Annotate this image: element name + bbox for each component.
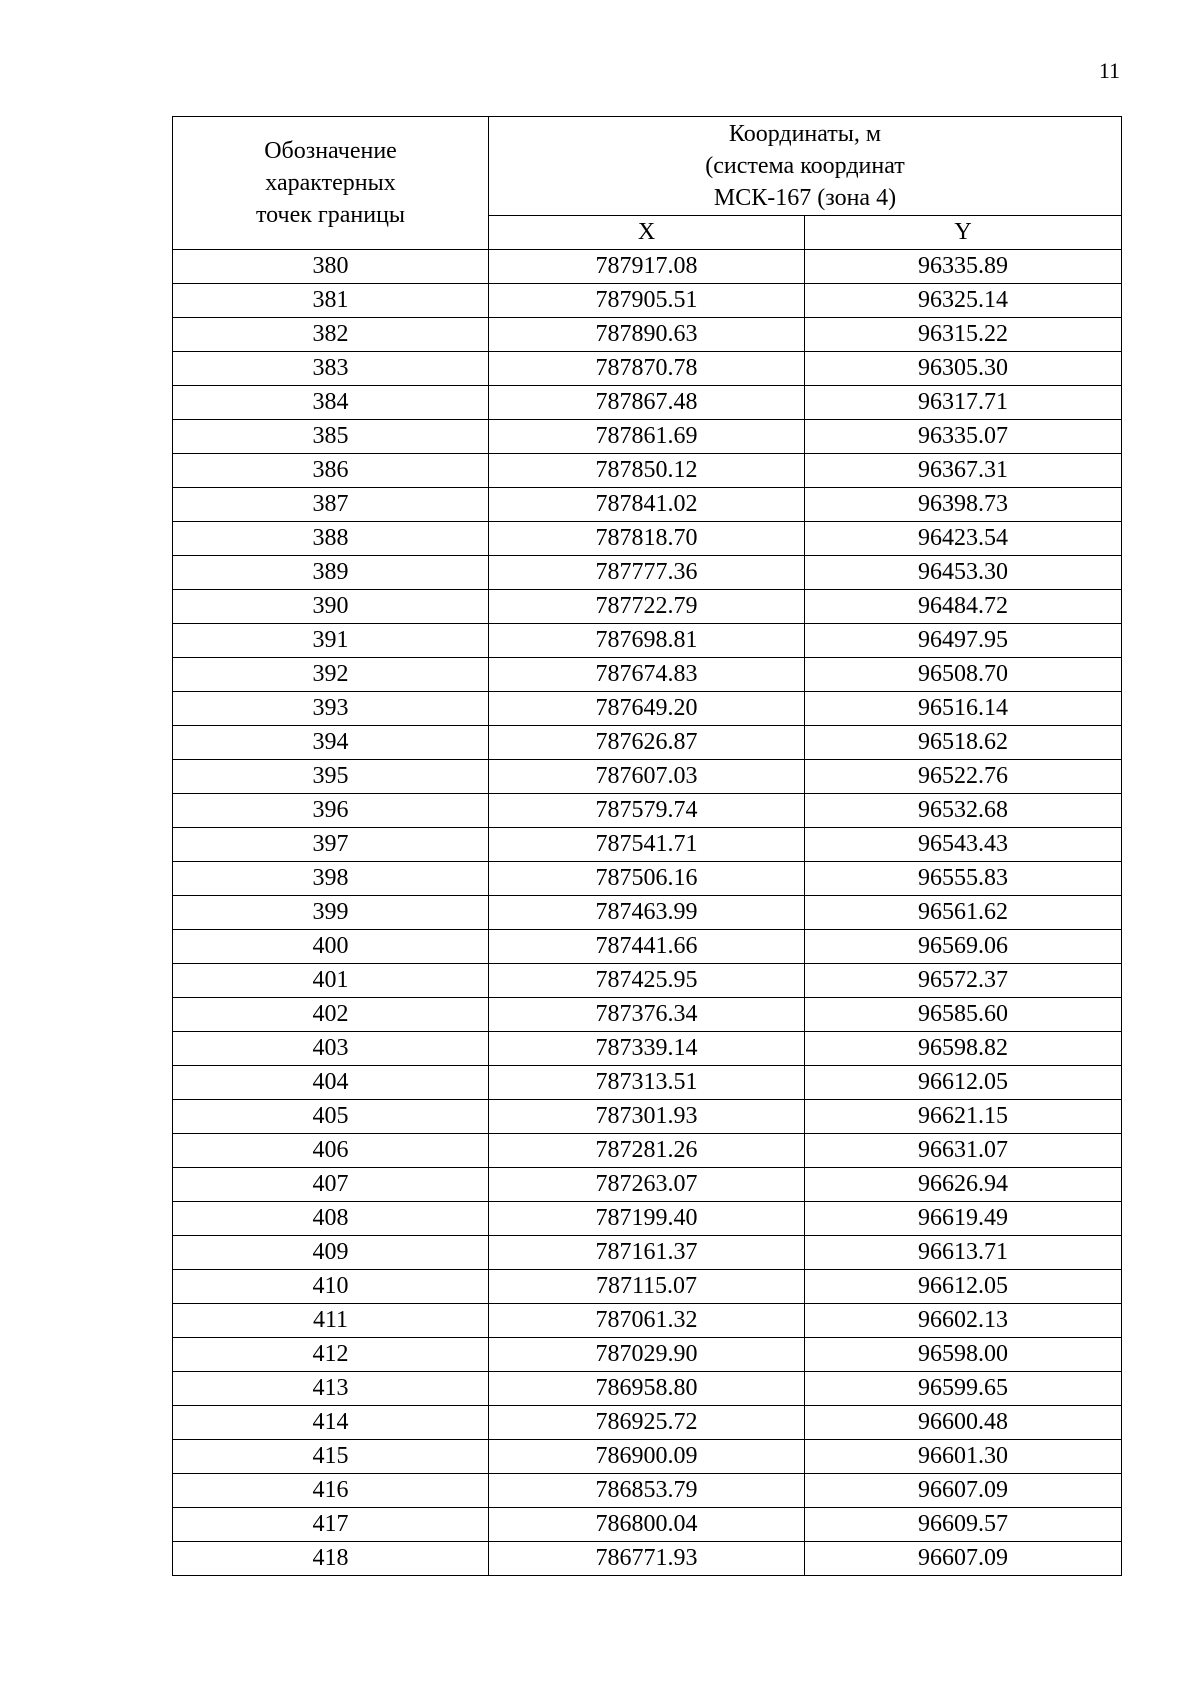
point-cell: 400 xyxy=(173,930,489,964)
x-coordinate-cell: 787861.69 xyxy=(489,420,805,454)
x-coordinate-cell: 787281.26 xyxy=(489,1134,805,1168)
y-coordinate-cell: 96317.71 xyxy=(805,386,1122,420)
point-cell: 408 xyxy=(173,1202,489,1236)
table-row xyxy=(173,1134,1122,1168)
table-row xyxy=(173,658,1122,692)
x-coordinate-cell: 787506.16 xyxy=(489,862,805,896)
point-cell: 396 xyxy=(173,794,489,828)
table-row xyxy=(173,522,1122,556)
table-row xyxy=(173,1474,1122,1508)
y-coordinate-cell: 96626.94 xyxy=(805,1168,1122,1202)
point-designation-header: Обозначение характерных точек границы xyxy=(173,117,489,250)
table-row xyxy=(173,1100,1122,1134)
x-coordinate-cell: 787463.99 xyxy=(489,896,805,930)
x-coordinate-cell: 787626.87 xyxy=(489,726,805,760)
y-coordinate-cell: 96569.06 xyxy=(805,930,1122,964)
coordinates-header: Координаты, м (система координат МСК-167 (зона 4) xyxy=(489,117,1122,216)
table-row xyxy=(173,692,1122,726)
y-coordinate-cell: 96619.49 xyxy=(805,1202,1122,1236)
y-column-header: Y xyxy=(805,216,1122,250)
y-coordinate-cell: 96602.13 xyxy=(805,1304,1122,1338)
point-cell: 403 xyxy=(173,1032,489,1066)
y-coordinate-cell: 96612.05 xyxy=(805,1066,1122,1100)
x-coordinate-cell: 787890.63 xyxy=(489,318,805,352)
point-cell: 381 xyxy=(173,284,489,318)
point-cell: 418 xyxy=(173,1542,489,1576)
point-cell: 380 xyxy=(173,250,489,284)
point-cell: 386 xyxy=(173,454,489,488)
y-coordinate-cell: 96522.76 xyxy=(805,760,1122,794)
point-cell: 412 xyxy=(173,1338,489,1372)
point-cell: 383 xyxy=(173,352,489,386)
y-coordinate-cell: 96516.14 xyxy=(805,692,1122,726)
table-row xyxy=(173,250,1122,284)
point-cell: 414 xyxy=(173,1406,489,1440)
point-cell: 416 xyxy=(173,1474,489,1508)
y-coordinate-cell: 96585.60 xyxy=(805,998,1122,1032)
point-cell: 395 xyxy=(173,760,489,794)
table-row xyxy=(173,284,1122,318)
point-cell: 401 xyxy=(173,964,489,998)
x-column-header: X xyxy=(489,216,805,250)
x-coordinate-cell: 787579.74 xyxy=(489,794,805,828)
table-row xyxy=(173,420,1122,454)
point-cell: 399 xyxy=(173,896,489,930)
y-coordinate-cell: 96598.82 xyxy=(805,1032,1122,1066)
point-cell: 410 xyxy=(173,1270,489,1304)
x-coordinate-cell: 786925.72 xyxy=(489,1406,805,1440)
table-row xyxy=(173,1508,1122,1542)
point-cell: 393 xyxy=(173,692,489,726)
table-row xyxy=(173,624,1122,658)
x-coordinate-cell: 786958.80 xyxy=(489,1372,805,1406)
table-row xyxy=(173,1372,1122,1406)
y-coordinate-cell: 96508.70 xyxy=(805,658,1122,692)
y-coordinate-cell: 96325.14 xyxy=(805,284,1122,318)
point-cell: 417 xyxy=(173,1508,489,1542)
y-coordinate-cell: 96607.09 xyxy=(805,1542,1122,1576)
point-cell: 398 xyxy=(173,862,489,896)
y-coordinate-cell: 96543.43 xyxy=(805,828,1122,862)
x-coordinate-cell: 787061.32 xyxy=(489,1304,805,1338)
x-coordinate-cell: 787376.34 xyxy=(489,998,805,1032)
point-cell: 411 xyxy=(173,1304,489,1338)
table-row xyxy=(173,726,1122,760)
x-coordinate-cell: 787115.07 xyxy=(489,1270,805,1304)
y-coordinate-cell: 96335.89 xyxy=(805,250,1122,284)
point-cell: 397 xyxy=(173,828,489,862)
x-coordinate-cell: 786853.79 xyxy=(489,1474,805,1508)
y-coordinate-cell: 96613.71 xyxy=(805,1236,1122,1270)
table-row xyxy=(173,862,1122,896)
point-cell: 404 xyxy=(173,1066,489,1100)
x-coordinate-cell: 787841.02 xyxy=(489,488,805,522)
table-row xyxy=(173,760,1122,794)
x-coordinate-cell: 787029.90 xyxy=(489,1338,805,1372)
y-coordinate-cell: 96572.37 xyxy=(805,964,1122,998)
point-cell: 407 xyxy=(173,1168,489,1202)
point-cell: 385 xyxy=(173,420,489,454)
y-coordinate-cell: 96335.07 xyxy=(805,420,1122,454)
point-cell: 384 xyxy=(173,386,489,420)
y-coordinate-cell: 96315.22 xyxy=(805,318,1122,352)
table-row xyxy=(173,1032,1122,1066)
point-cell: 413 xyxy=(173,1372,489,1406)
table-row xyxy=(173,1236,1122,1270)
x-coordinate-cell: 787161.37 xyxy=(489,1236,805,1270)
point-cell: 382 xyxy=(173,318,489,352)
table-row xyxy=(173,1304,1122,1338)
table-row xyxy=(173,828,1122,862)
point-cell: 405 xyxy=(173,1100,489,1134)
x-coordinate-cell: 787607.03 xyxy=(489,760,805,794)
x-coordinate-cell: 787339.14 xyxy=(489,1032,805,1066)
point-cell: 391 xyxy=(173,624,489,658)
point-cell: 389 xyxy=(173,556,489,590)
y-coordinate-cell: 96532.68 xyxy=(805,794,1122,828)
table-row xyxy=(173,964,1122,998)
y-coordinate-cell: 96601.30 xyxy=(805,1440,1122,1474)
table-row xyxy=(173,556,1122,590)
x-coordinate-cell: 787905.51 xyxy=(489,284,805,318)
table-row xyxy=(173,1270,1122,1304)
point-cell: 388 xyxy=(173,522,489,556)
table-row xyxy=(173,590,1122,624)
point-cell: 406 xyxy=(173,1134,489,1168)
x-coordinate-cell: 787722.79 xyxy=(489,590,805,624)
x-coordinate-cell: 787541.71 xyxy=(489,828,805,862)
y-coordinate-cell: 96600.48 xyxy=(805,1406,1122,1440)
y-coordinate-cell: 96423.54 xyxy=(805,522,1122,556)
x-coordinate-cell: 787441.66 xyxy=(489,930,805,964)
y-coordinate-cell: 96612.05 xyxy=(805,1270,1122,1304)
y-coordinate-cell: 96598.00 xyxy=(805,1338,1122,1372)
x-coordinate-cell: 787425.95 xyxy=(489,964,805,998)
x-coordinate-cell: 786900.09 xyxy=(489,1440,805,1474)
table-row xyxy=(173,1066,1122,1100)
point-cell: 390 xyxy=(173,590,489,624)
table-row xyxy=(173,386,1122,420)
x-coordinate-cell: 787867.48 xyxy=(489,386,805,420)
x-coordinate-cell: 787698.81 xyxy=(489,624,805,658)
y-coordinate-cell: 96609.57 xyxy=(805,1508,1122,1542)
y-coordinate-cell: 96453.30 xyxy=(805,556,1122,590)
y-coordinate-cell: 96607.09 xyxy=(805,1474,1122,1508)
table-row xyxy=(173,794,1122,828)
y-coordinate-cell: 96555.83 xyxy=(805,862,1122,896)
point-cell: 415 xyxy=(173,1440,489,1474)
table-row xyxy=(173,1440,1122,1474)
table-row xyxy=(173,352,1122,386)
y-coordinate-cell: 96305.30 xyxy=(805,352,1122,386)
table-body xyxy=(173,250,1122,1576)
y-coordinate-cell: 96631.07 xyxy=(805,1134,1122,1168)
table-header xyxy=(173,117,1122,250)
coordinates-table xyxy=(172,116,1122,1576)
table-row xyxy=(173,998,1122,1032)
y-coordinate-cell: 96621.15 xyxy=(805,1100,1122,1134)
y-coordinate-cell: 96497.95 xyxy=(805,624,1122,658)
table-row xyxy=(173,1542,1122,1576)
point-cell: 394 xyxy=(173,726,489,760)
x-coordinate-cell: 787313.51 xyxy=(489,1066,805,1100)
point-cell: 387 xyxy=(173,488,489,522)
table-row xyxy=(173,1168,1122,1202)
page-number: 11 xyxy=(1098,58,1120,83)
x-coordinate-cell: 787777.36 xyxy=(489,556,805,590)
y-coordinate-cell: 96398.73 xyxy=(805,488,1122,522)
x-coordinate-cell: 787301.93 xyxy=(489,1100,805,1134)
table-row xyxy=(173,318,1122,352)
x-coordinate-cell: 787917.08 xyxy=(489,250,805,284)
table-row xyxy=(173,488,1122,522)
y-coordinate-cell: 96599.65 xyxy=(805,1372,1122,1406)
point-cell: 409 xyxy=(173,1236,489,1270)
point-cell: 392 xyxy=(173,658,489,692)
x-coordinate-cell: 787263.07 xyxy=(489,1168,805,1202)
table-row xyxy=(173,930,1122,964)
table-row xyxy=(173,1338,1122,1372)
table-row xyxy=(173,896,1122,930)
x-coordinate-cell: 787199.40 xyxy=(489,1202,805,1236)
x-coordinate-cell: 786771.93 xyxy=(489,1542,805,1576)
x-coordinate-cell: 786800.04 xyxy=(489,1508,805,1542)
x-coordinate-cell: 787818.70 xyxy=(489,522,805,556)
table-row xyxy=(173,454,1122,488)
x-coordinate-cell: 787674.83 xyxy=(489,658,805,692)
table-row xyxy=(173,1202,1122,1236)
x-coordinate-cell: 787850.12 xyxy=(489,454,805,488)
point-cell: 402 xyxy=(173,998,489,1032)
y-coordinate-cell: 96484.72 xyxy=(805,590,1122,624)
x-coordinate-cell: 787870.78 xyxy=(489,352,805,386)
x-coordinate-cell: 787649.20 xyxy=(489,692,805,726)
y-coordinate-cell: 96561.62 xyxy=(805,896,1122,930)
y-coordinate-cell: 96367.31 xyxy=(805,454,1122,488)
y-coordinate-cell: 96518.62 xyxy=(805,726,1122,760)
table-row xyxy=(173,1406,1122,1440)
